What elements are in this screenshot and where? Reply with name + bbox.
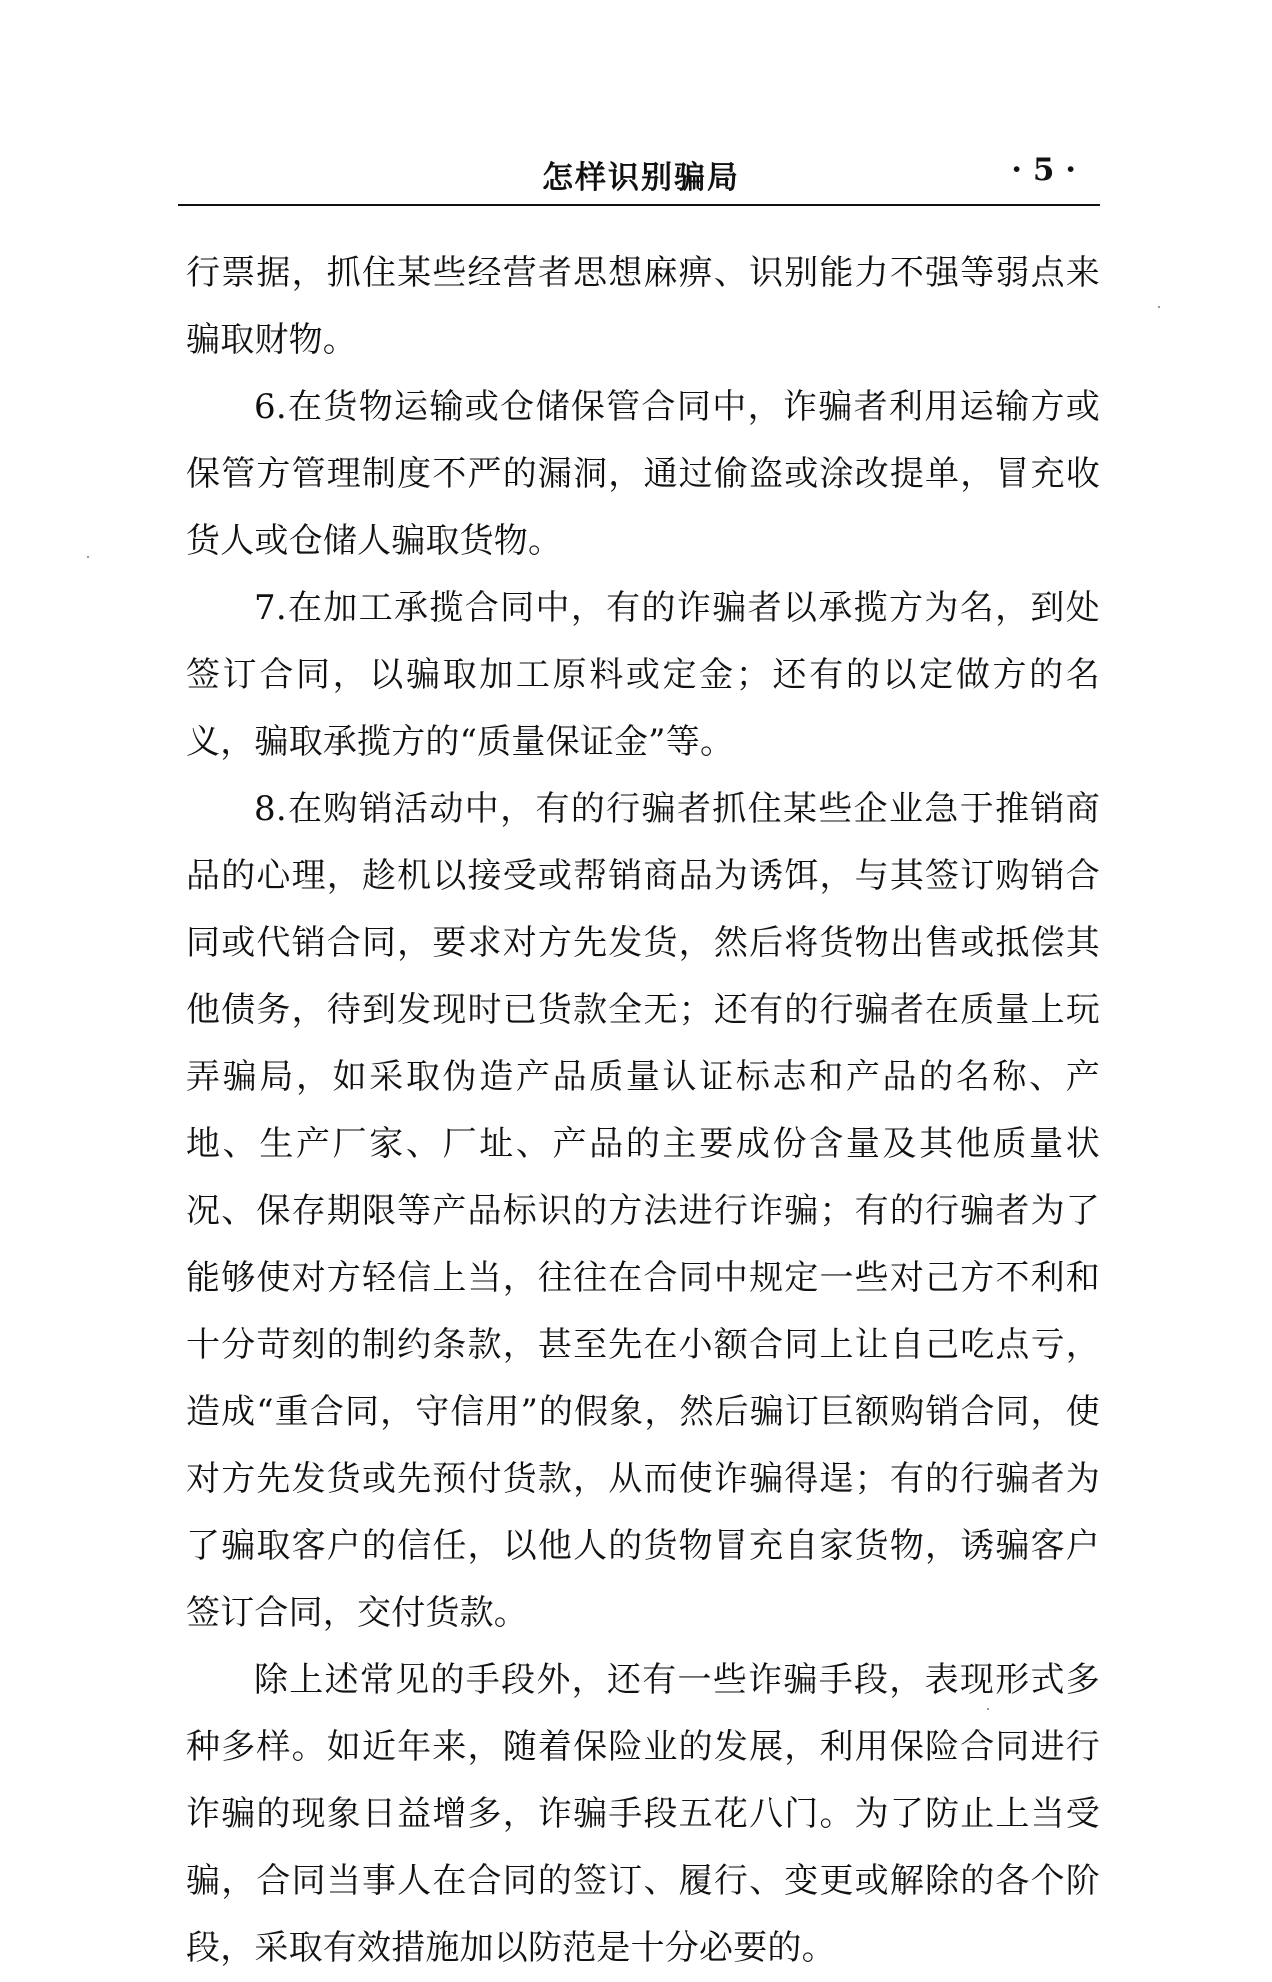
body-text xyxy=(186,240,1100,1982)
paragraph-continuation: 行票据，抓住某些经营者思想麻痹、识别能力不强等弱点来骗取财物。 xyxy=(186,253,1100,360)
paragraph-item-7: 7.在加工承揽合同中，有的诈骗者以承揽方为名，到处签订合同，以骗取加工原料或定金；还有的以定做方的名义，骗取承揽方的“质量保证金”等。 xyxy=(186,588,1100,762)
paragraph-item-6: 6.在货物运输或仓储保管合同中，诈骗者利用运输方或保管方管理制度不严的漏洞，通过偷盗或涂改提单，冒充收货人或仓储人骗取货物。 xyxy=(186,387,1100,561)
page-number: · 5 · xyxy=(1011,152,1076,188)
paragraph-item-8: 8.在购销活动中，有的行骗者抓住某些企业急于推销商品的心理，趁机以接受或帮销商品为诱饵，与其签订购销合同或代销合同，要求对方先发货，然后将货物出售或抵偿其他债务，待到发现时已货款全无；还有的行骗者在质量上玩弄骗局，如采取伪造产品质量认证标志和产品的名称、产地、生产厂家、厂址、产品的主要成份含量及其他质量状况、保存期限等产品标识的方法进行诈骗；有的行骗者为了能够使对方轻信上当，往往在合同中规定一些对己方不利和十分苛刻的制约条款，甚至先在小额合同上让自己吃点亏，造成“重合同，守信用”的假象，然后骗订巨额购销合同，使对方先发货或先预付货款，从而使诈骗得逞；有的行骗者为了骗取客户的信任，以他人的货物冒充自家货物，诱骗客户签订合同，交付货款。 xyxy=(186,789,1100,1633)
header-rule xyxy=(178,204,1100,206)
scan-speck xyxy=(87,556,89,558)
scan-speck xyxy=(1158,306,1160,308)
scan-speck xyxy=(987,1708,989,1710)
running-head xyxy=(178,148,1100,206)
paragraph-summary: 除上述常见的手段外，还有一些诈骗手段，表现形式多种多样。如近年来，随着保险业的发展，利用保险合同进行诈骗的现象日益增多，诈骗手段五花八门。为了防止上当受骗，合同当事人在合同的签订、履行、变更或解除的各个阶段，采取有效措施加以防范是十分必要的。 xyxy=(186,1660,1100,1968)
running-title: 怎样识别骗局 xyxy=(542,160,740,196)
